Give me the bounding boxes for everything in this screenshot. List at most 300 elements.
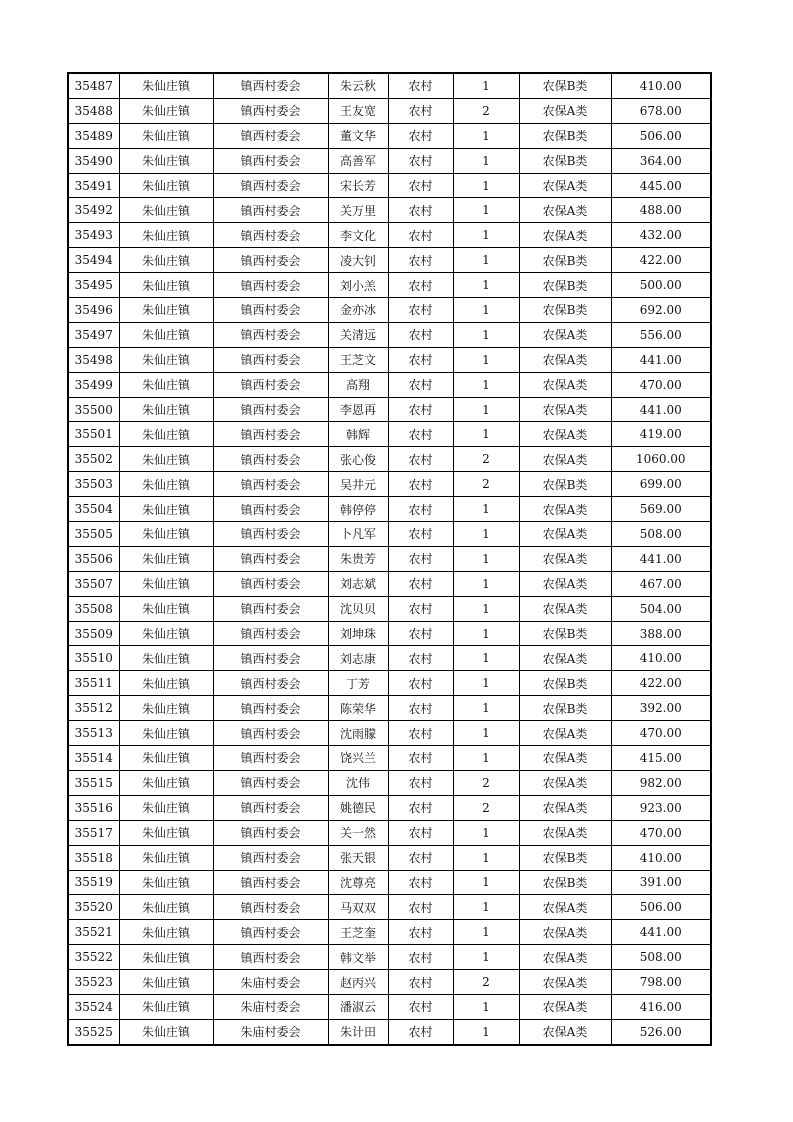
table-row: [68, 870, 711, 895]
table-row: [68, 646, 711, 671]
village-committee-cell: 镇西村委会: [213, 173, 328, 198]
village-committee-cell: 镇西村委会: [213, 646, 328, 671]
household-size-cell: 1: [453, 273, 519, 298]
amount-cell: 467.00: [611, 571, 711, 596]
household-size-cell: 1: [453, 123, 519, 148]
village-committee-cell: 镇西村委会: [213, 472, 328, 497]
amount-cell: 410.00: [611, 845, 711, 870]
town-cell: 朱仙庄镇: [119, 571, 213, 596]
insurance-category-cell: 农保A类: [519, 322, 611, 347]
household-size-cell: 1: [453, 895, 519, 920]
table-row: [68, 322, 711, 347]
amount-cell: 388.00: [611, 621, 711, 646]
person-name-cell: 丁芳: [328, 671, 388, 696]
record-id-cell: 35521: [68, 920, 119, 945]
household-type-cell: 农村: [388, 870, 453, 895]
town-cell: 朱仙庄镇: [119, 945, 213, 970]
record-id-cell: 35506: [68, 546, 119, 571]
town-cell: 朱仙庄镇: [119, 721, 213, 746]
village-committee-cell: 镇西村委会: [213, 497, 328, 522]
amount-cell: 445.00: [611, 173, 711, 198]
insurance-category-cell: 农保A类: [519, 347, 611, 372]
table-row: [68, 820, 711, 845]
table-row: [68, 571, 711, 596]
village-committee-cell: 镇西村委会: [213, 795, 328, 820]
record-id-cell: 35503: [68, 472, 119, 497]
table-row: [68, 73, 711, 98]
amount-cell: 569.00: [611, 497, 711, 522]
amount-cell: 699.00: [611, 472, 711, 497]
household-type-cell: 农村: [388, 248, 453, 273]
village-committee-cell: 镇西村委会: [213, 845, 328, 870]
household-size-cell: 1: [453, 646, 519, 671]
record-id-cell: 35517: [68, 820, 119, 845]
insurance-category-cell: 农保A类: [519, 198, 611, 223]
record-id-cell: 35515: [68, 770, 119, 795]
household-type-cell: 农村: [388, 795, 453, 820]
town-cell: 朱仙庄镇: [119, 223, 213, 248]
village-committee-cell: 镇西村委会: [213, 945, 328, 970]
village-committee-cell: 镇西村委会: [213, 920, 328, 945]
insurance-category-cell: 农保B类: [519, 148, 611, 173]
village-committee-cell: 镇西村委会: [213, 571, 328, 596]
household-type-cell: 农村: [388, 322, 453, 347]
person-name-cell: 沈尊亮: [328, 870, 388, 895]
insurance-category-cell: 农保A类: [519, 522, 611, 547]
table-row: [68, 273, 711, 298]
table-row: [68, 522, 711, 547]
insurance-category-cell: 农保B类: [519, 696, 611, 721]
insurance-category-cell: 农保B类: [519, 123, 611, 148]
household-type-cell: 农村: [388, 422, 453, 447]
town-cell: 朱仙庄镇: [119, 198, 213, 223]
person-name-cell: 卜凡军: [328, 522, 388, 547]
household-size-cell: 1: [453, 596, 519, 621]
table-row: [68, 721, 711, 746]
town-cell: 朱仙庄镇: [119, 123, 213, 148]
household-type-cell: 农村: [388, 571, 453, 596]
household-size-cell: 1: [453, 845, 519, 870]
household-size-cell: 1: [453, 721, 519, 746]
town-cell: 朱仙庄镇: [119, 347, 213, 372]
person-name-cell: 王芝奎: [328, 920, 388, 945]
record-id-cell: 35524: [68, 994, 119, 1019]
record-id-cell: 35511: [68, 671, 119, 696]
table-row: [68, 347, 711, 372]
amount-cell: 470.00: [611, 372, 711, 397]
table-row: [68, 696, 711, 721]
amount-cell: 798.00: [611, 970, 711, 995]
town-cell: 朱仙庄镇: [119, 148, 213, 173]
household-size-cell: 2: [453, 472, 519, 497]
table-row: [68, 671, 711, 696]
village-committee-cell: 镇西村委会: [213, 696, 328, 721]
household-size-cell: 1: [453, 945, 519, 970]
amount-cell: 556.00: [611, 322, 711, 347]
table-row: [68, 447, 711, 472]
town-cell: 朱仙庄镇: [119, 273, 213, 298]
insurance-category-cell: 农保A类: [519, 895, 611, 920]
village-committee-cell: 镇西村委会: [213, 223, 328, 248]
table-row: [68, 397, 711, 422]
amount-cell: 415.00: [611, 746, 711, 771]
household-type-cell: 农村: [388, 397, 453, 422]
household-size-cell: 1: [453, 571, 519, 596]
person-name-cell: 金亦冰: [328, 298, 388, 323]
village-committee-cell: 镇西村委会: [213, 372, 328, 397]
record-id-cell: 35510: [68, 646, 119, 671]
person-name-cell: 沈伟: [328, 770, 388, 795]
village-committee-cell: 镇西村委会: [213, 820, 328, 845]
table-row: [68, 795, 711, 820]
village-committee-cell: 镇西村委会: [213, 98, 328, 123]
record-id-cell: 35501: [68, 422, 119, 447]
household-size-cell: 1: [453, 198, 519, 223]
person-name-cell: 高翔: [328, 372, 388, 397]
person-name-cell: 高善军: [328, 148, 388, 173]
household-type-cell: 农村: [388, 73, 453, 98]
household-size-cell: 1: [453, 746, 519, 771]
insurance-category-cell: 农保A类: [519, 173, 611, 198]
amount-cell: 678.00: [611, 98, 711, 123]
amount-cell: 504.00: [611, 596, 711, 621]
amount-cell: 391.00: [611, 870, 711, 895]
household-type-cell: 农村: [388, 298, 453, 323]
insurance-category-cell: 农保B类: [519, 845, 611, 870]
record-id-cell: 35525: [68, 1019, 119, 1044]
insurance-category-cell: 农保B类: [519, 273, 611, 298]
household-type-cell: 农村: [388, 621, 453, 646]
table-body: [68, 73, 711, 1045]
village-committee-cell: 镇西村委会: [213, 721, 328, 746]
household-size-cell: 1: [453, 1019, 519, 1044]
insurance-category-cell: 农保B类: [519, 248, 611, 273]
household-type-cell: 农村: [388, 820, 453, 845]
village-committee-cell: 镇西村委会: [213, 596, 328, 621]
table-row: [68, 546, 711, 571]
person-name-cell: 韩文举: [328, 945, 388, 970]
insurance-category-cell: 农保A类: [519, 994, 611, 1019]
person-name-cell: 赵丙兴: [328, 970, 388, 995]
insurance-category-cell: 农保A类: [519, 497, 611, 522]
amount-cell: 410.00: [611, 73, 711, 98]
village-committee-cell: 朱庙村委会: [213, 994, 328, 1019]
household-type-cell: 农村: [388, 98, 453, 123]
town-cell: 朱仙庄镇: [119, 422, 213, 447]
record-id-cell: 35514: [68, 746, 119, 771]
table-row: [68, 223, 711, 248]
insurance-category-cell: 农保A类: [519, 795, 611, 820]
table-row: [68, 1019, 711, 1044]
amount-cell: 982.00: [611, 770, 711, 795]
amount-cell: 500.00: [611, 273, 711, 298]
insurance-category-cell: 农保A类: [519, 546, 611, 571]
town-cell: 朱仙庄镇: [119, 970, 213, 995]
person-name-cell: 刘小羔: [328, 273, 388, 298]
record-id-cell: 35513: [68, 721, 119, 746]
village-committee-cell: 镇西村委会: [213, 73, 328, 98]
household-type-cell: 农村: [388, 945, 453, 970]
record-id-cell: 35495: [68, 273, 119, 298]
table-row: [68, 945, 711, 970]
amount-cell: 470.00: [611, 820, 711, 845]
insurance-category-cell: 农保A类: [519, 1019, 611, 1044]
household-size-cell: 1: [453, 173, 519, 198]
household-type-cell: 农村: [388, 721, 453, 746]
town-cell: 朱仙庄镇: [119, 73, 213, 98]
person-name-cell: 韩辉: [328, 422, 388, 447]
record-id-cell: 35508: [68, 596, 119, 621]
person-name-cell: 关清远: [328, 322, 388, 347]
village-committee-cell: 镇西村委会: [213, 895, 328, 920]
record-id-cell: 35492: [68, 198, 119, 223]
insurance-category-cell: 农保A类: [519, 970, 611, 995]
town-cell: 朱仙庄镇: [119, 671, 213, 696]
village-committee-cell: 镇西村委会: [213, 770, 328, 795]
person-name-cell: 关万里: [328, 198, 388, 223]
record-id-cell: 35518: [68, 845, 119, 870]
household-size-cell: 1: [453, 671, 519, 696]
record-id-cell: 35488: [68, 98, 119, 123]
benefit-roster-table: [67, 72, 712, 1046]
town-cell: 朱仙庄镇: [119, 1019, 213, 1044]
town-cell: 朱仙庄镇: [119, 98, 213, 123]
table-row: [68, 422, 711, 447]
insurance-category-cell: 农保A类: [519, 397, 611, 422]
village-committee-cell: 镇西村委会: [213, 397, 328, 422]
table-row: [68, 994, 711, 1019]
table-row: [68, 148, 711, 173]
person-name-cell: 陈荣华: [328, 696, 388, 721]
insurance-category-cell: 农保A类: [519, 223, 611, 248]
table-row: [68, 920, 711, 945]
amount-cell: 441.00: [611, 546, 711, 571]
table-row: [68, 497, 711, 522]
insurance-category-cell: 农保A类: [519, 920, 611, 945]
record-id-cell: 35502: [68, 447, 119, 472]
record-id-cell: 35500: [68, 397, 119, 422]
village-committee-cell: 镇西村委会: [213, 447, 328, 472]
household-type-cell: 农村: [388, 920, 453, 945]
household-type-cell: 农村: [388, 671, 453, 696]
town-cell: 朱仙庄镇: [119, 173, 213, 198]
person-name-cell: 刘志康: [328, 646, 388, 671]
amount-cell: 508.00: [611, 945, 711, 970]
amount-cell: 441.00: [611, 397, 711, 422]
record-id-cell: 35498: [68, 347, 119, 372]
record-id-cell: 35507: [68, 571, 119, 596]
household-type-cell: 农村: [388, 895, 453, 920]
insurance-category-cell: 农保A类: [519, 820, 611, 845]
village-committee-cell: 镇西村委会: [213, 522, 328, 547]
household-size-cell: 1: [453, 820, 519, 845]
record-id-cell: 35497: [68, 322, 119, 347]
record-id-cell: 35504: [68, 497, 119, 522]
amount-cell: 526.00: [611, 1019, 711, 1044]
household-type-cell: 农村: [388, 472, 453, 497]
record-id-cell: 35520: [68, 895, 119, 920]
record-id-cell: 35494: [68, 248, 119, 273]
household-size-cell: 2: [453, 970, 519, 995]
town-cell: 朱仙庄镇: [119, 746, 213, 771]
person-name-cell: 朱计田: [328, 1019, 388, 1044]
insurance-category-cell: 农保B类: [519, 472, 611, 497]
table-row: [68, 970, 711, 995]
household-size-cell: 1: [453, 920, 519, 945]
household-type-cell: 农村: [388, 970, 453, 995]
table-row: [68, 596, 711, 621]
record-id-cell: 35489: [68, 123, 119, 148]
household-type-cell: 农村: [388, 148, 453, 173]
insurance-category-cell: 农保A类: [519, 571, 611, 596]
person-name-cell: 姚德民: [328, 795, 388, 820]
record-id-cell: 35487: [68, 73, 119, 98]
household-type-cell: 农村: [388, 746, 453, 771]
household-size-cell: 1: [453, 248, 519, 273]
person-name-cell: 凌大钊: [328, 248, 388, 273]
table-row: [68, 198, 711, 223]
household-size-cell: 1: [453, 696, 519, 721]
household-size-cell: 1: [453, 546, 519, 571]
household-size-cell: 2: [453, 98, 519, 123]
record-id-cell: 35523: [68, 970, 119, 995]
record-id-cell: 35519: [68, 870, 119, 895]
insurance-category-cell: 农保A类: [519, 721, 611, 746]
town-cell: 朱仙庄镇: [119, 472, 213, 497]
household-type-cell: 农村: [388, 1019, 453, 1044]
household-size-cell: 1: [453, 497, 519, 522]
insurance-category-cell: 农保A类: [519, 646, 611, 671]
amount-cell: 364.00: [611, 148, 711, 173]
town-cell: 朱仙庄镇: [119, 621, 213, 646]
town-cell: 朱仙庄镇: [119, 895, 213, 920]
person-name-cell: 王友宽: [328, 98, 388, 123]
insurance-category-cell: 农保A类: [519, 770, 611, 795]
table-row: [68, 746, 711, 771]
household-size-cell: 1: [453, 422, 519, 447]
household-size-cell: 1: [453, 397, 519, 422]
household-type-cell: 农村: [388, 447, 453, 472]
insurance-category-cell: 农保A类: [519, 945, 611, 970]
town-cell: 朱仙庄镇: [119, 372, 213, 397]
insurance-category-cell: 农保B类: [519, 621, 611, 646]
village-committee-cell: 镇西村委会: [213, 298, 328, 323]
person-name-cell: 关一然: [328, 820, 388, 845]
table-row: [68, 173, 711, 198]
person-name-cell: 朱贵芳: [328, 546, 388, 571]
household-size-cell: 1: [453, 347, 519, 372]
household-size-cell: 2: [453, 795, 519, 820]
town-cell: 朱仙庄镇: [119, 845, 213, 870]
town-cell: 朱仙庄镇: [119, 994, 213, 1019]
village-committee-cell: 镇西村委会: [213, 870, 328, 895]
table-row: [68, 895, 711, 920]
household-type-cell: 农村: [388, 770, 453, 795]
amount-cell: 508.00: [611, 522, 711, 547]
insurance-category-cell: 农保A类: [519, 447, 611, 472]
town-cell: 朱仙庄镇: [119, 770, 213, 795]
household-size-cell: 1: [453, 148, 519, 173]
amount-cell: 923.00: [611, 795, 711, 820]
town-cell: 朱仙庄镇: [119, 596, 213, 621]
town-cell: 朱仙庄镇: [119, 322, 213, 347]
person-name-cell: 张天银: [328, 845, 388, 870]
town-cell: 朱仙庄镇: [119, 820, 213, 845]
insurance-category-cell: 农保A类: [519, 746, 611, 771]
amount-cell: 488.00: [611, 198, 711, 223]
person-name-cell: 刘志斌: [328, 571, 388, 596]
household-size-cell: 1: [453, 223, 519, 248]
town-cell: 朱仙庄镇: [119, 248, 213, 273]
person-name-cell: 韩停停: [328, 497, 388, 522]
record-id-cell: 35512: [68, 696, 119, 721]
household-size-cell: 2: [453, 447, 519, 472]
table-row: [68, 621, 711, 646]
record-id-cell: 35490: [68, 148, 119, 173]
household-size-cell: 1: [453, 298, 519, 323]
household-type-cell: 农村: [388, 646, 453, 671]
village-committee-cell: 镇西村委会: [213, 148, 328, 173]
household-type-cell: 农村: [388, 372, 453, 397]
person-name-cell: 宋长芳: [328, 173, 388, 198]
household-size-cell: 2: [453, 770, 519, 795]
household-type-cell: 农村: [388, 546, 453, 571]
amount-cell: 506.00: [611, 895, 711, 920]
household-type-cell: 农村: [388, 198, 453, 223]
household-type-cell: 农村: [388, 522, 453, 547]
household-type-cell: 农村: [388, 596, 453, 621]
amount-cell: 392.00: [611, 696, 711, 721]
village-committee-cell: 镇西村委会: [213, 123, 328, 148]
village-committee-cell: 朱庙村委会: [213, 970, 328, 995]
person-name-cell: 潘淑云: [328, 994, 388, 1019]
insurance-category-cell: 农保A类: [519, 372, 611, 397]
village-committee-cell: 镇西村委会: [213, 546, 328, 571]
person-name-cell: 吴井元: [328, 472, 388, 497]
record-id-cell: 35509: [68, 621, 119, 646]
town-cell: 朱仙庄镇: [119, 696, 213, 721]
record-id-cell: 35505: [68, 522, 119, 547]
household-size-cell: 1: [453, 994, 519, 1019]
town-cell: 朱仙庄镇: [119, 447, 213, 472]
village-committee-cell: 镇西村委会: [213, 621, 328, 646]
insurance-category-cell: 农保B类: [519, 671, 611, 696]
amount-cell: 1060.00: [611, 447, 711, 472]
insurance-category-cell: 农保B类: [519, 298, 611, 323]
record-id-cell: 35516: [68, 795, 119, 820]
person-name-cell: 张心俊: [328, 447, 388, 472]
record-id-cell: 35491: [68, 173, 119, 198]
village-committee-cell: 镇西村委会: [213, 671, 328, 696]
insurance-category-cell: 农保B类: [519, 73, 611, 98]
record-id-cell: 35493: [68, 223, 119, 248]
record-id-cell: 35499: [68, 372, 119, 397]
town-cell: 朱仙庄镇: [119, 546, 213, 571]
town-cell: 朱仙庄镇: [119, 646, 213, 671]
person-name-cell: 沈贝贝: [328, 596, 388, 621]
person-name-cell: 沈雨朦: [328, 721, 388, 746]
town-cell: 朱仙庄镇: [119, 870, 213, 895]
household-size-cell: 1: [453, 870, 519, 895]
person-name-cell: 王芝文: [328, 347, 388, 372]
insurance-category-cell: 农保A类: [519, 422, 611, 447]
amount-cell: 416.00: [611, 994, 711, 1019]
table-row: [68, 123, 711, 148]
household-type-cell: 农村: [388, 994, 453, 1019]
town-cell: 朱仙庄镇: [119, 397, 213, 422]
household-type-cell: 农村: [388, 223, 453, 248]
town-cell: 朱仙庄镇: [119, 497, 213, 522]
